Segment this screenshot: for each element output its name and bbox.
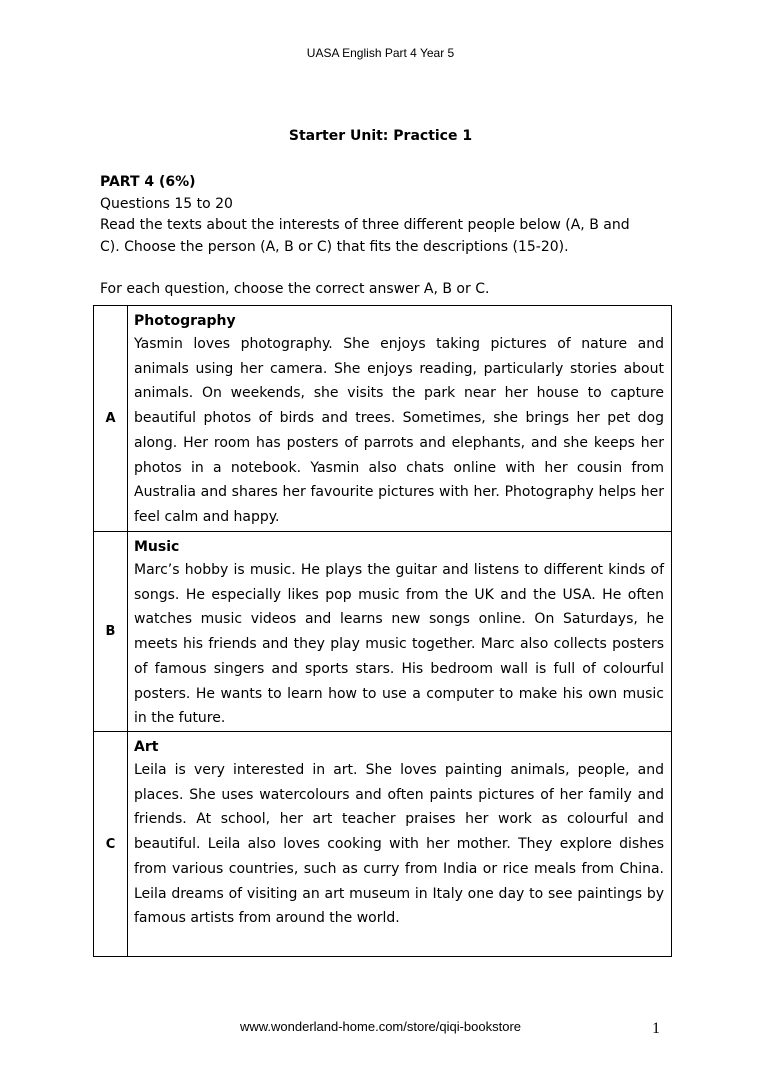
topic-music: Music [134,539,180,555]
page-number: 1 [652,1020,660,1037]
questions-range: Questions 15 to 20 [100,195,233,212]
topic-art: Art [134,739,159,755]
instruction-line-3: For each question, choose the correct answer A, B or C. [100,281,490,297]
table-row [94,306,672,532]
text-cell-a [128,306,672,532]
row-letter-c: C [94,732,128,957]
row-letter-b: B [94,532,128,732]
row-letter-a: A [94,306,128,532]
page-header: UASA English Part 4 Year 5 [306,46,455,60]
table-row [94,532,672,732]
instruction-line-1: Read the texts about the interests of three different people below (A, B and [100,217,630,233]
unit-title: Starter Unit: Practice 1 [288,128,473,144]
topic-photography: Photography [134,313,236,329]
texts-table [93,305,672,957]
instruction-line-2: C). Choose the person (A, B or C) that fits the descriptions (15-20). [100,238,569,255]
footer-url: www.wonderland-home.com/store/qiqi-bookstore [239,1019,522,1034]
text-body-c: Leila is very interested in art. She loves painting animals, people, and places. She uses watercolours and often paints pictures of her family and friends. At school, her art teacher praises her work as colourful and beautiful. Leila also loves cooking with her mother. They explore dishes from various countries, such as curry from India or rice meals from China. Leila dreams of visiting an art museum in Italy one day to see paintings by famous artists from around the world. [134,762,664,927]
instructions-block [100,172,670,301]
table-row [94,732,672,957]
part-title: PART 4 (6%) [100,174,196,190]
text-cell-c [128,732,672,957]
text-cell-b [128,532,672,732]
text-body-a: Yasmin loves photography. She enjoys taking pictures of nature and animals using her camera. She enjoys reading, particularly stories about animals. On weekends, she visits the park near her house to capture beautiful photos of birds and trees. Sometimes, she brings her pet dog along. Her room has posters of parrots and elephants, and she keeps her photos in a notebook. Yasmin also chats online with her cousin from Australia and shares her favourite pictures with her. Photography helps her feel calm and happy. [134,336,664,525]
text-body-b: Marc’s hobby is music. He plays the guitar and listens to different kinds of songs. He especially likes pop music from the UK and the USA. He often watches music videos and learns new songs online. On Saturdays, he meets his friends and they play music together. Marc also collects posters of famous singers and sports stars. His bedroom wall is full of colourful posters. He wants to learn how to use a computer to make his own music in the future. [134,562,664,727]
